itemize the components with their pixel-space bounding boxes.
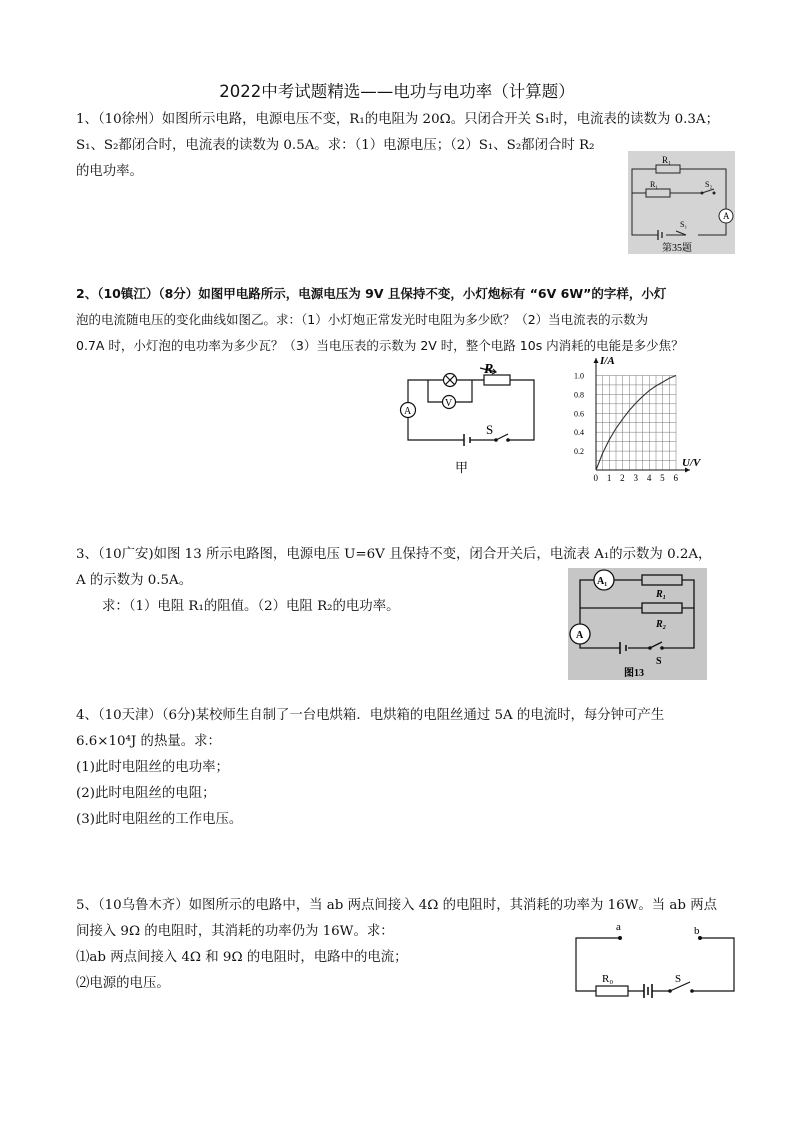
- q2-iu-chart: [572, 350, 706, 482]
- page-title: 2022中考试题精选——电功与电功率（计算题）: [219, 82, 575, 101]
- q3-line-3: 求：（1）电阻 R₁的阻值。（2）电阻 R₂的电功率。: [102, 599, 400, 614]
- q5-item-1: ⑴ab 两点间接入 4Ω 和 9Ω 的电阻时，电路中的电流；: [76, 950, 408, 965]
- q4-line-2: 6.6×10⁴J 的热量。求：: [76, 734, 221, 749]
- y-tick-label: 0.6: [574, 409, 584, 419]
- x-tick-label: 6: [673, 473, 678, 482]
- q5-line-1: 5、（10乌鲁木齐）如图所示的电路中，当 ab 两点间接入 4Ω 的电阻时，其消耗的功率为 16W。当 ab 两点: [76, 898, 718, 913]
- x-axis-label: U/V: [682, 457, 701, 469]
- q3-caption: 图13: [624, 668, 644, 679]
- y-axis-label: I/A: [600, 355, 615, 367]
- q1-line-1: 1、（10徐州）如图所示电路，电源电压不变，R₁的电阻为 20Ω。只闭合开关 S₁时，电流表的读数为 0.3A；: [76, 112, 719, 127]
- q2-voltmeter-label: V: [445, 398, 453, 409]
- q2-line-1: 2、（10镇江）（8分）如图甲电路所示，电源电压为 9V 且保持不变，小灯炮标有 “6V 6W”的字样，小灯: [76, 286, 667, 301]
- q2-line-3: 0.7A 时，小灯泡的电功率为多少瓦？（3）当电压表的示数为 2V 时，整个电路 10s 内消耗的电能是多少焦？: [76, 338, 684, 353]
- q1-label-s2: S₂: [705, 180, 713, 189]
- y-tick-label: 0.4: [574, 428, 584, 438]
- q5-circuit-figure: [568, 920, 740, 998]
- question-4: [76, 703, 664, 833]
- q2-line-2: 泡的电流随电压的变化曲线如图乙。求：（1）小灯炮正常发光时电阻为多少欧？（2）当电流表的示数为: [76, 312, 649, 327]
- q3-circuit-figure: [568, 568, 707, 680]
- q5-line-2: 间接入 9Ω 的电阻时，其消耗的功率仍为 16W。求：: [76, 924, 394, 939]
- x-tick-label: 4: [646, 473, 652, 482]
- x-tick-label: 2: [620, 473, 625, 482]
- q2-label-r: R: [484, 362, 494, 377]
- x-tick-label: 0: [593, 473, 598, 482]
- y-tick-label: 1.0: [574, 371, 584, 381]
- q2-circuit-figure: [392, 358, 552, 480]
- y-tick-label: 0.8: [574, 390, 584, 400]
- q4-line-1: 4、（10天津）（6分)某校师生自制了一台电烘箱．电烘箱的电阻丝通过 5A 的电流时，每分钟可产生: [76, 708, 665, 723]
- q1-caption: 第35题: [662, 243, 692, 254]
- q1-label-r-mid: R₁: [650, 180, 659, 189]
- q1-label-s1: S₁: [680, 220, 688, 229]
- q5-label-b: b: [694, 925, 700, 937]
- q5-item-2: ⑵电源的电压。: [76, 976, 170, 991]
- q1-circuit-figure: [628, 151, 735, 254]
- q5-label-a: a: [616, 921, 621, 933]
- q3-r1-label: R₁: [656, 589, 667, 600]
- q3-ammeter-label: A: [576, 630, 584, 641]
- q1-line-2: S₁、S₂都闭合时，电流表的读数为 0.5A。求：（1）电源电压；（2）S₁、S₂都闭合时 R₂: [76, 138, 595, 153]
- q3-line-1: 3、（10广安)如图 13 所示电路图，电源电压 U=6V 且保持不变，闭合开关后，电流表 A₁的示数为 0.2A，: [76, 547, 712, 562]
- q4-item-3: (3)此时电阻丝的工作电压。: [76, 812, 243, 827]
- q1-label-r-top: R₁: [662, 155, 672, 165]
- x-tick-label: 3: [633, 473, 638, 482]
- question-1: [76, 107, 719, 185]
- x-tick-label: 1: [606, 473, 612, 482]
- q2-ammeter-label: A: [404, 406, 412, 417]
- q4-item-1: (1)此时电阻丝的电功率；: [76, 760, 229, 775]
- q3-line-2: A 的示数为 0.5A。: [76, 573, 193, 588]
- q1-ammeter-label: A: [723, 211, 730, 221]
- q1-line-3: 的电功率。: [76, 164, 143, 179]
- q4-item-2: (2)此时电阻丝的电阻；: [76, 786, 216, 801]
- x-tick-label: 5: [660, 473, 665, 482]
- q3-switch-label: S: [656, 656, 662, 667]
- q5-switch-label: S: [675, 973, 682, 985]
- y-axis-arrow: [594, 358, 599, 363]
- q5-label-r0: R₀: [602, 973, 614, 985]
- q2-caption-jia: 甲: [455, 460, 469, 475]
- q2-switch-label: S: [486, 422, 494, 437]
- q3-r2-label: R₂: [656, 619, 667, 630]
- question-2: [76, 281, 684, 359]
- q3-a1-label: A₁: [597, 576, 608, 587]
- y-tick-label: 0.2: [574, 447, 584, 457]
